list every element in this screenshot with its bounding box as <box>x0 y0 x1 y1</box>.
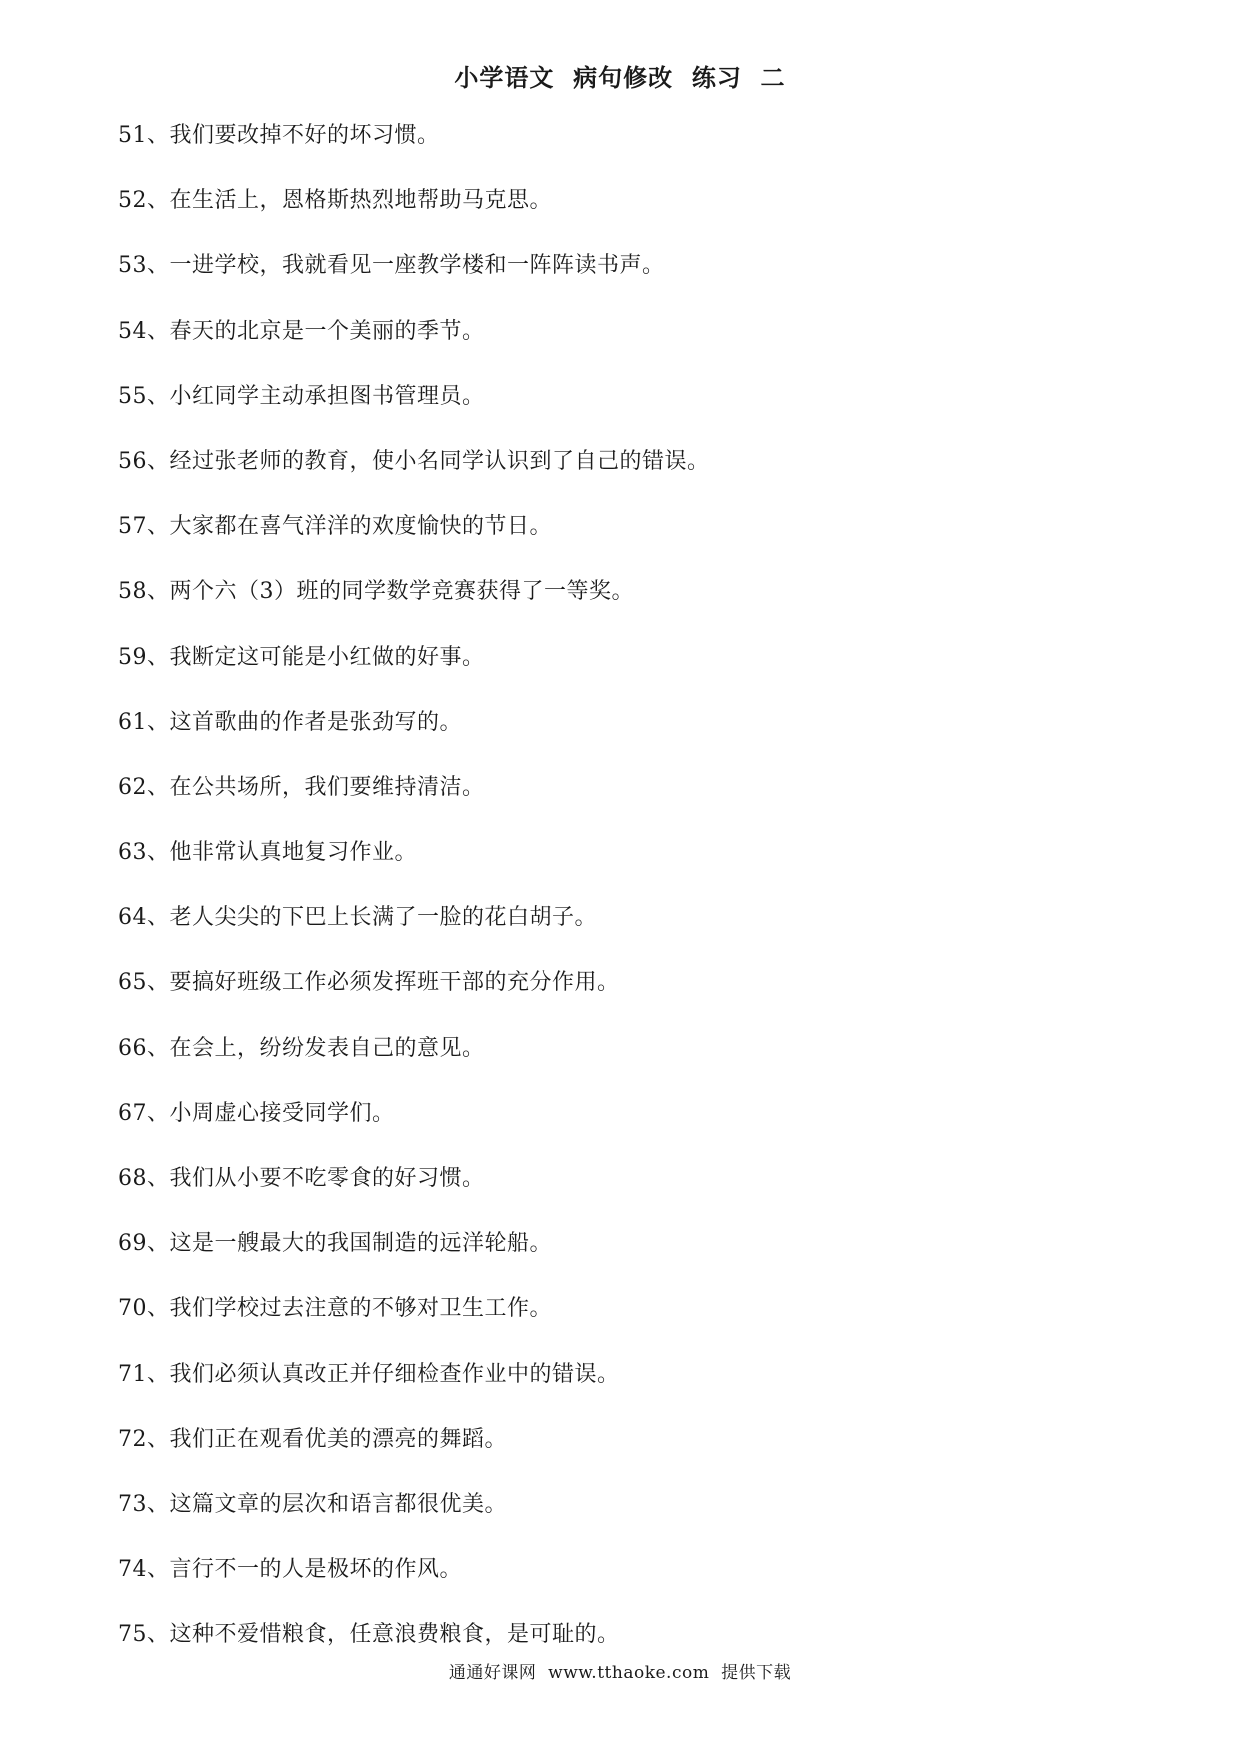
list-item: 75、这种不爱惜粮食，任意浪费粮食，是可耻的。 <box>118 1622 620 1648</box>
list-item: 58、两个六（3）班的同学数学竞赛获得了一等奖。 <box>118 579 634 605</box>
list-item: 64、老人尖尖的下巴上长满了一脸的花白胡子。 <box>118 905 597 931</box>
list-item: 63、他非常认真地复习作业。 <box>118 840 417 866</box>
list-item: 70、我们学校过去注意的不够对卫生工作。 <box>118 1296 552 1322</box>
list-item: 53、一进学校，我就看见一座教学楼和一阵阵读书声。 <box>118 253 665 279</box>
list-item: 69、这是一艘最大的我国制造的远洋轮船。 <box>118 1231 552 1257</box>
list-item: 51、我们要改掉不好的坏习惯。 <box>118 123 440 148</box>
list-item: 55、小红同学主动承担图书管理员。 <box>118 383 485 409</box>
list-item: 74、言行不一的人是极坏的作风。 <box>118 1557 462 1583</box>
list-item: 62、在公共场所，我们要维持清洁。 <box>118 774 485 800</box>
list-item: 65、要搞好班级工作必须发挥班干部的充分作用。 <box>118 970 620 996</box>
list-item: 56、经过张老师的教育，使小名同学认识到了自己的错误。 <box>118 448 710 474</box>
page-footer: 通通好课网 www.tthaoke.com 提供下载 <box>448 1663 792 1683</box>
list-item: 54、春天的北京是一个美丽的季节。 <box>118 318 485 344</box>
page-title: 小学语文 病句修改 练习 二 <box>454 64 786 92</box>
exercise-list <box>118 124 1158 1689</box>
list-item: 57、大家都在喜气洋洋的欢度愉快的节日。 <box>118 514 552 540</box>
list-item: 73、这篇文章的层次和语言都很优美。 <box>118 1491 507 1517</box>
list-item: 61、这首歌曲的作者是张劲写的。 <box>118 709 462 735</box>
list-item: 68、我们从小要不吃零食的好习惯。 <box>118 1166 485 1191</box>
list-item: 59、我断定这可能是小红做的好事。 <box>118 644 485 670</box>
list-item: 71、我们必须认真改正并仔细检查作业中的错误。 <box>118 1361 620 1387</box>
list-item: 72、我们正在观看优美的漂亮的舞蹈。 <box>118 1426 507 1452</box>
list-item: 67、小周虚心接受同学们。 <box>118 1100 395 1126</box>
list-item: 66、在会上，纷纷发表自己的意见。 <box>118 1035 485 1061</box>
list-item: 52、在生活上，恩格斯热烈地帮助马克思。 <box>118 188 552 214</box>
